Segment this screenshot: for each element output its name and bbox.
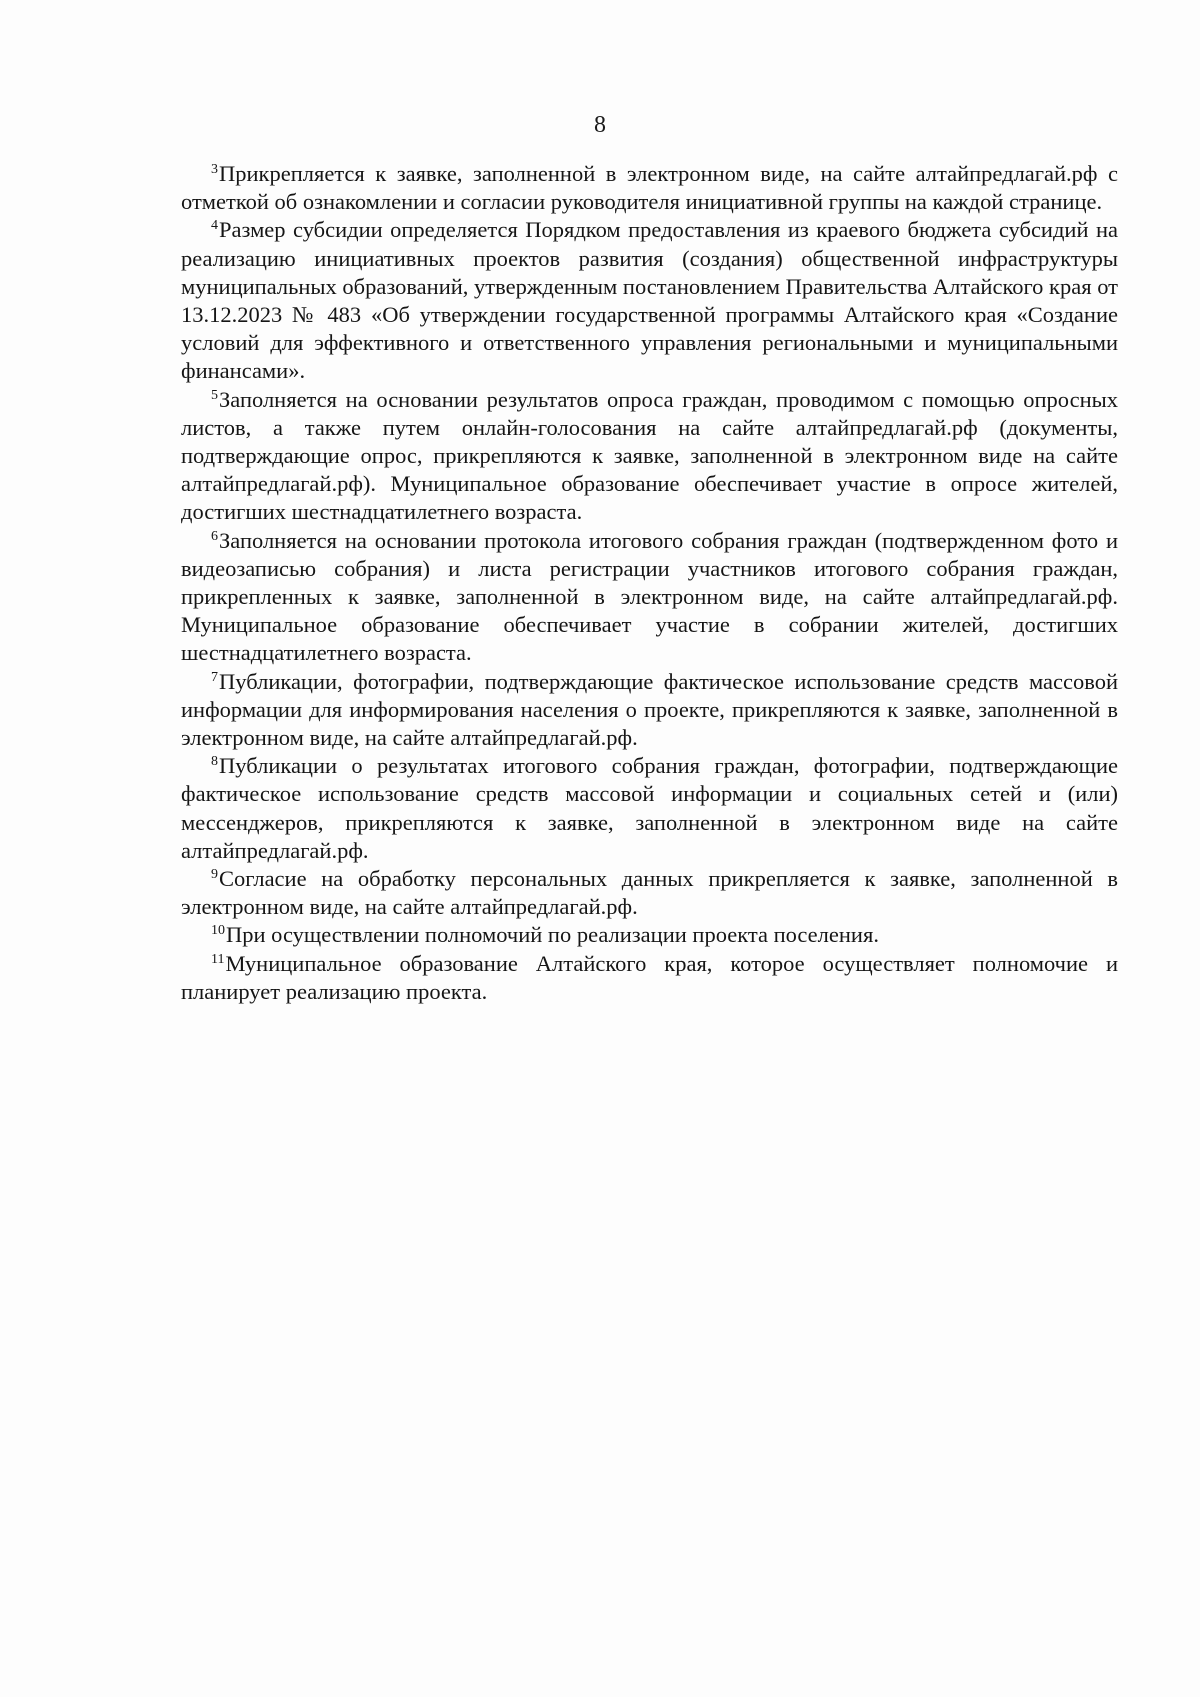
footnote-text: Заполняется на основании результатов опроса граждан, проводимом с помощью опросных листов, а также путем онлайн-голосования на сайте алтайпредлагай.рф (документы, подтверждающие опрос, прикрепляются к заявке, заполненной в электронном виде на сайте алтайпредлагай.рф). Муниципальное образование обеспечивает участие в опросе жителей, достигших шестнадцатилетнего возраста. xyxy=(181,386,1118,525)
footnote-marker: 4 xyxy=(211,218,218,234)
footnote-text: Заполняется на основании протокола итогового собрания граждан (подтвержденном фото и видеозаписью собрания) и листа регистрации участников итогового собрания граждан, прикрепленных к заявке, заполненной в электронном виде, на сайте алтайпредлагай.рф. Муниципальное образование обеспечивает участие в собрании жителей, достигших шестнадцатилетнего возраста. xyxy=(181,527,1118,666)
footnote-5 xyxy=(181,386,1118,527)
footnote-marker: 8 xyxy=(211,754,218,770)
footnote-marker: 3 xyxy=(211,162,218,177)
footnote-6 xyxy=(181,527,1118,668)
footnote-7 xyxy=(181,668,1118,753)
footnote-marker: 7 xyxy=(211,669,218,685)
footnote-3 xyxy=(181,160,1118,216)
footnote-10 xyxy=(181,921,1118,949)
footnote-marker: 10 xyxy=(211,923,225,939)
footnote-text: Согласие на обработку персональных данных прикрепляется к заявке, заполненной в электронном виде, на сайте алтайпредлагай.рф. xyxy=(181,866,1118,920)
footnote-text: Публикации, фотографии, подтверждающие фактическое использование средств массовой информации для информирования населения о проекте, прикрепляются к заявке, заполненной в электронном виде, на сайте алтайпредлагай.рф. xyxy=(181,668,1118,751)
footnote-text: Прикрепляется к заявке, заполненной в электронном виде, на сайте алтайпредлагай.рф с отметкой об ознакомлении и согласии руководителя инициативной группы на каждой странице. xyxy=(181,161,1118,215)
footnote-marker: 9 xyxy=(211,867,218,883)
footnote-8 xyxy=(181,752,1118,865)
footnote-marker: 6 xyxy=(211,528,218,544)
footnote-text: Размер субсидии определяется Порядком предоставления из краевого бюджета субсидий на реализацию инициативных проектов развития (создания) общественной инфраструктуры муниципальных образований, утвержденным постановлением Правительства Алтайского края от 13.12.2023 № 483 «Об утверждении государственной программы Алтайского края «Создание условий для эффективного и ответственного управления региональными и муниципальными финансами». xyxy=(181,217,1118,384)
footnotes-list xyxy=(181,160,1118,1006)
footnote-text: Публикации о результатах итогового собрания граждан, фотографии, подтверждающие фактическое использование средств массовой информации и социальных сетей и (или) мессенджеров, прикрепляются к заявке, заполненной в электронном виде на сайте алтайпредлагай.рф. xyxy=(181,753,1118,863)
footnote-marker: 11 xyxy=(211,951,225,967)
footnote-text: Муниципальное образование Алтайского края, которое осуществляет полномочие и планирует реализацию проекта. xyxy=(181,950,1118,1004)
footnote-4 xyxy=(181,216,1118,385)
footnote-text: При осуществлении полномочий по реализации проекта поселения. xyxy=(226,922,879,948)
footnote-9 xyxy=(181,865,1118,921)
footnote-11 xyxy=(181,950,1118,1006)
footnote-marker: 5 xyxy=(211,387,218,403)
page-number: 8 xyxy=(594,112,606,138)
